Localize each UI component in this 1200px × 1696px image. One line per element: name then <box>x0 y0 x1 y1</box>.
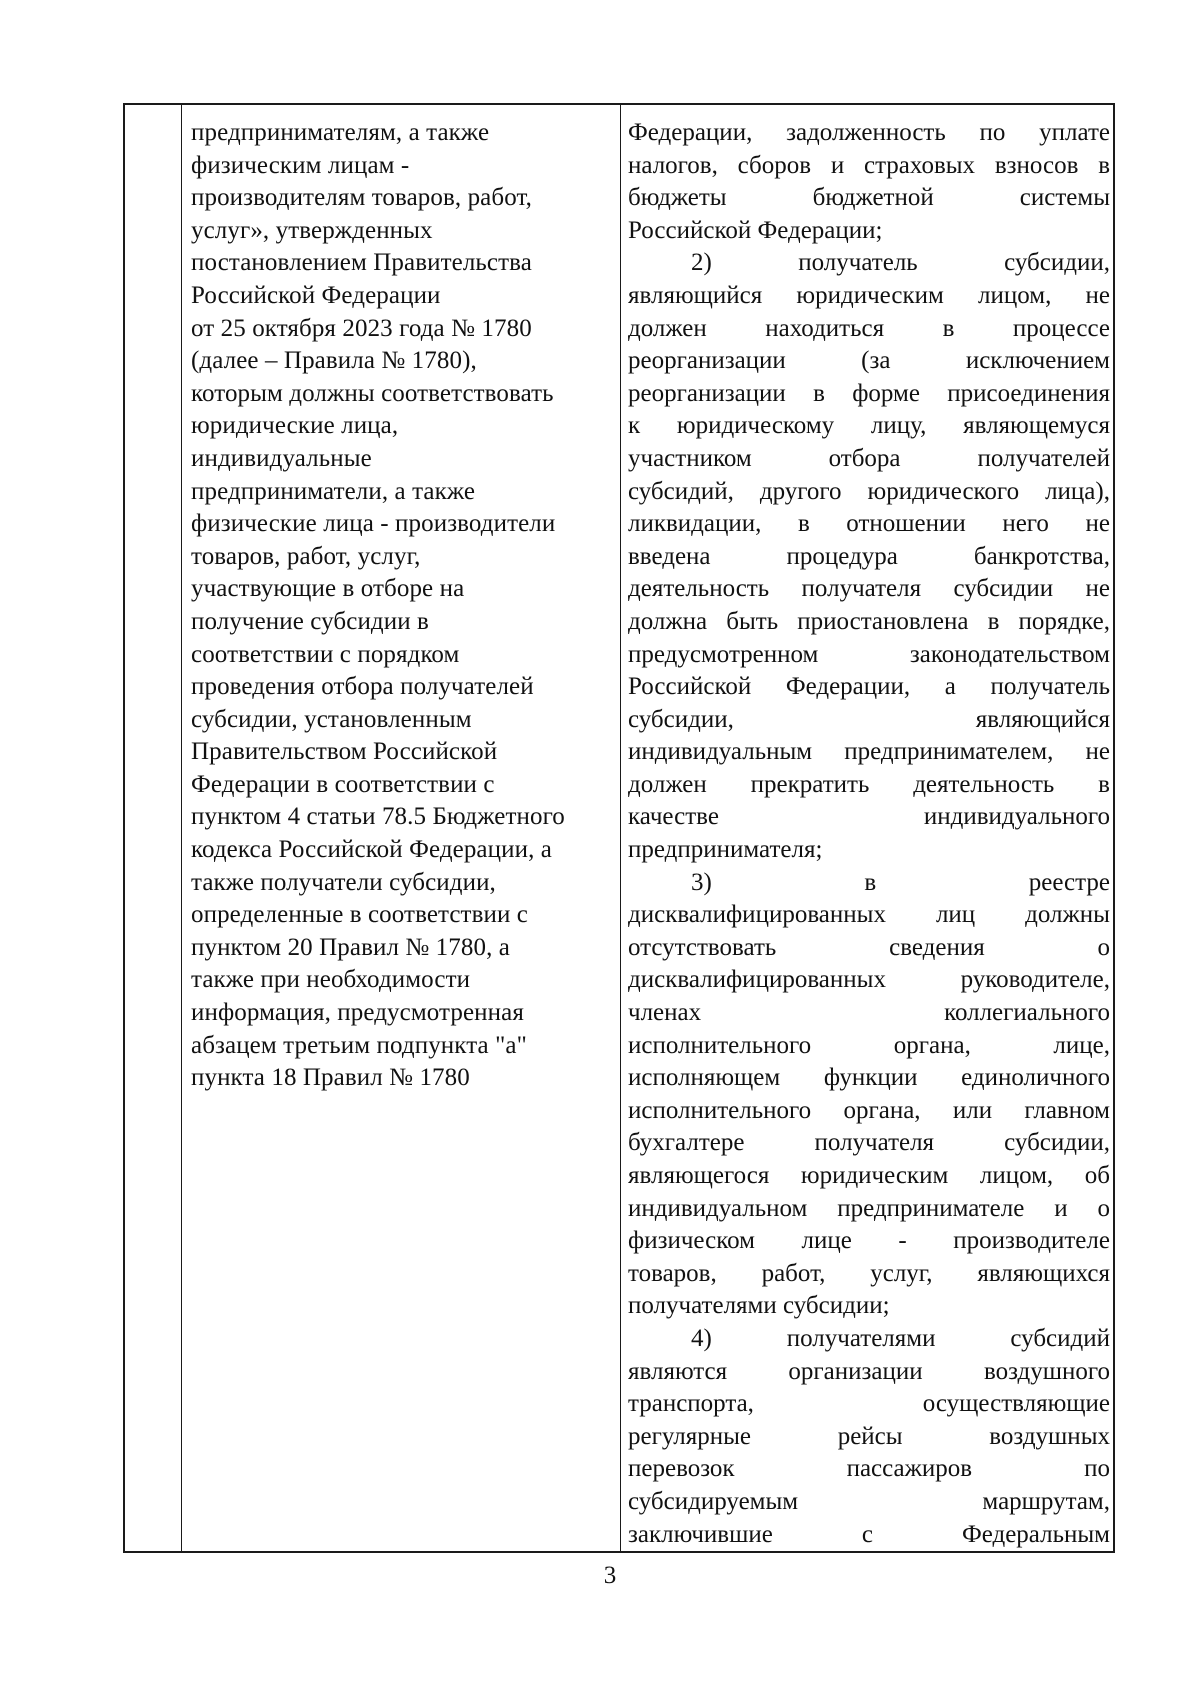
word: процедура <box>786 542 898 570</box>
word: (за <box>861 347 891 375</box>
word: юридическим <box>800 1162 949 1189</box>
word: в <box>797 510 810 538</box>
right-text-line <box>628 508 1110 541</box>
word: органа, <box>843 1096 921 1124</box>
word: услуг, <box>870 1259 933 1287</box>
column-divider <box>181 105 182 1551</box>
word: бюджетной <box>812 184 934 212</box>
right-text-line <box>628 476 1110 509</box>
word: лица), <box>1045 477 1110 505</box>
right-text-line <box>628 997 1110 1030</box>
left-text-line: пунктом 4 статьи 78.5 Бюджетного <box>191 803 565 831</box>
word: получателями субсидии; <box>628 1292 890 1320</box>
word: не <box>1085 510 1110 538</box>
word: в <box>813 379 825 407</box>
left-text-line: Российской Федерации <box>191 281 441 309</box>
right-text-line <box>628 1225 1110 1258</box>
word: субсидий, <box>628 477 734 505</box>
word: лице, <box>1053 1031 1110 1059</box>
right-text-line <box>628 117 1110 150</box>
word: не <box>1085 281 1110 309</box>
word: являются <box>628 1357 728 1385</box>
left-text-line: проведения отбора получателей <box>191 673 534 701</box>
word: введена <box>628 542 711 570</box>
right-text-line <box>628 1421 1110 1454</box>
word: физическом <box>628 1227 755 1255</box>
right-text-line <box>628 215 1110 248</box>
word: в <box>942 314 955 342</box>
word: быть <box>726 607 779 635</box>
word: и <box>830 151 845 179</box>
right-text-line <box>628 1030 1110 1063</box>
right-text-line <box>628 182 1110 215</box>
word: юридического <box>867 477 1020 505</box>
word: с <box>861 1520 873 1548</box>
word: сборов <box>737 151 812 179</box>
word: должен <box>628 770 707 798</box>
word: исполнительного <box>628 1096 812 1124</box>
word: лицом, <box>979 1162 1054 1189</box>
right-text-line <box>628 899 1110 932</box>
word: должен <box>628 314 707 342</box>
word: исполнительного <box>628 1031 812 1059</box>
left-text-line: товаров, работ, услуг, <box>191 542 421 570</box>
word: товаров, <box>628 1259 717 1287</box>
word: субсидии, <box>628 705 734 733</box>
right-text-line <box>628 573 1110 606</box>
word: реорганизации <box>628 379 786 407</box>
word: воздушного <box>983 1357 1110 1385</box>
word: Федерации, <box>628 119 753 146</box>
right-text-line <box>628 1193 1110 1226</box>
left-text-line: (далее – Правила № 1780), <box>191 347 477 375</box>
word: исполняющем <box>628 1064 781 1092</box>
page-number: 3 <box>603 1562 617 1589</box>
word: субсидируемым <box>628 1487 799 1515</box>
right-text-line <box>628 410 1110 443</box>
left-text-line: от 25 октября 2023 года № 1780 <box>191 314 532 342</box>
left-text-line: индивидуальные <box>191 444 372 472</box>
word: присоединения <box>947 379 1110 407</box>
right-text-line <box>628 1160 1110 1193</box>
left-text-line: физическим лицам - <box>191 151 410 179</box>
word: субсидии <box>953 575 1054 603</box>
word: ликвидации, <box>628 510 762 538</box>
word: 4) <box>691 1324 712 1352</box>
right-text-line <box>628 639 1110 672</box>
word: регулярные <box>628 1422 751 1450</box>
word: в <box>987 607 1000 635</box>
word: являющийся <box>975 705 1110 733</box>
right-text-line <box>628 280 1110 313</box>
word: коллегиального <box>944 999 1110 1027</box>
left-text-line: юридические лица, <box>191 412 399 440</box>
word: Федерации, <box>785 673 911 701</box>
right-text-line <box>628 1388 1110 1421</box>
word: форме <box>852 379 920 407</box>
right-text-line <box>628 1323 1110 1356</box>
word: предпринимателя; <box>628 836 823 864</box>
right-text-line <box>628 736 1110 769</box>
word: банкротства, <box>973 542 1110 570</box>
word: единоличного <box>961 1064 1110 1092</box>
word: получателя <box>801 575 922 603</box>
word: должны <box>1025 901 1110 929</box>
word: или <box>952 1096 993 1124</box>
word: о <box>1097 933 1110 961</box>
right-text-line <box>628 834 1110 867</box>
word: сведения <box>889 933 985 961</box>
right-text-line <box>628 378 1110 411</box>
right-text-line <box>628 964 1110 997</box>
word: 2) <box>691 249 712 277</box>
word: предпринимателе <box>837 1194 1025 1222</box>
word: дисквалифицированных <box>628 901 886 929</box>
left-text-line: Федерации в соответствии с <box>191 770 495 798</box>
word: получателя <box>814 1129 935 1157</box>
right-text-line <box>628 606 1110 639</box>
word: являющихся <box>977 1259 1110 1287</box>
word: не <box>1085 738 1110 766</box>
word: получатель <box>990 673 1110 701</box>
word: не <box>1085 575 1110 603</box>
word: реорганизации <box>628 347 786 375</box>
left-text-line: также получатели субсидии, <box>191 868 496 896</box>
right-text-line <box>628 443 1110 476</box>
word: об <box>1084 1162 1110 1189</box>
word: предусмотренном <box>628 640 819 668</box>
word: транспорта, <box>628 1390 754 1418</box>
left-text-line: информация, предусмотренная <box>191 999 524 1027</box>
right-text-line <box>628 541 1110 574</box>
right-text-line <box>628 769 1110 802</box>
word: субсидии, <box>1004 1129 1110 1157</box>
word: а <box>944 673 956 701</box>
word: маршрутам, <box>982 1487 1110 1515</box>
right-text-line <box>628 801 1110 834</box>
word: 3) <box>691 868 712 896</box>
word: индивидуального <box>923 803 1110 831</box>
word: находиться <box>765 314 885 342</box>
word: юридическому <box>676 412 835 440</box>
right-text-line <box>628 704 1110 737</box>
left-text-line: предпринимателям, а также <box>191 119 490 146</box>
right-text-line <box>628 247 1110 280</box>
word: получателями <box>786 1324 936 1352</box>
word: являющемуся <box>963 412 1110 440</box>
word: в <box>1098 770 1110 798</box>
left-text-column <box>191 117 611 1095</box>
left-text-line: постановлением Правительства <box>191 249 532 277</box>
word: индивидуальным <box>628 738 813 766</box>
word: отбора <box>828 444 901 472</box>
word: качестве <box>628 803 719 831</box>
word: задолженность <box>786 119 946 146</box>
word: отношении <box>846 510 966 538</box>
word: Федеральным <box>961 1520 1110 1548</box>
word: работ, <box>761 1259 826 1287</box>
left-text-line: соответствии с порядком <box>191 640 460 668</box>
word: к <box>628 412 641 440</box>
word: страховых <box>863 151 976 179</box>
word: исключением <box>965 347 1110 375</box>
document-table <box>123 103 1115 1553</box>
right-text-line <box>628 1127 1110 1160</box>
left-text-line: абзацем третьим подпункта "а" <box>191 1031 527 1059</box>
word: прекратить <box>750 770 870 798</box>
left-text-line: физические лица - производители <box>191 510 556 538</box>
word: перевозок <box>628 1455 735 1483</box>
word: системы <box>1019 184 1110 212</box>
right-text-line <box>628 1356 1110 1389</box>
word: пассажиров <box>846 1455 973 1483</box>
word: деятельность <box>628 575 770 603</box>
word: в <box>1098 151 1110 179</box>
word: предпринимателем, <box>844 738 1054 766</box>
right-text-line <box>628 1290 1110 1323</box>
right-text-line <box>628 150 1110 183</box>
word: заключившие <box>628 1520 773 1548</box>
word: дисквалифицированных <box>628 966 886 994</box>
left-text-line: получение субсидии в <box>191 607 429 635</box>
word: получатель <box>798 249 918 277</box>
column-divider <box>620 105 621 1551</box>
word: бюджеты <box>628 184 727 212</box>
word: деятельность <box>913 770 1055 798</box>
left-text-line: кодекса Российской Федерации, а <box>191 836 552 864</box>
left-text-line: предприниматели, а также <box>191 477 476 505</box>
word: и <box>1054 1194 1068 1222</box>
left-text-line: производителям товаров, работ, <box>191 184 532 212</box>
right-text-line <box>628 1095 1110 1128</box>
word: рейсы <box>837 1422 903 1450</box>
right-text-line <box>628 671 1110 704</box>
word: в <box>864 868 877 896</box>
right-text-line <box>628 345 1110 378</box>
word: процессе <box>1012 314 1110 342</box>
word: порядке, <box>1018 607 1110 635</box>
word: осуществляющие <box>922 1390 1110 1418</box>
word: индивидуальном <box>628 1194 808 1222</box>
word: налогов, <box>628 151 718 179</box>
word: лице <box>801 1227 852 1255</box>
word: лиц <box>935 901 976 929</box>
word: юридическим <box>796 281 944 309</box>
word: производителе <box>953 1227 1110 1255</box>
word: о <box>1097 1194 1110 1222</box>
word: Российской Федерации; <box>628 216 883 244</box>
word: получателей <box>977 444 1110 472</box>
right-text-line <box>628 1519 1110 1552</box>
word: приостановлена <box>797 607 969 635</box>
right-text-line <box>628 867 1110 900</box>
word: отсутствовать <box>628 933 777 961</box>
word: лицу, <box>870 412 927 440</box>
word: лицом, <box>978 281 1052 309</box>
right-text-line <box>628 1453 1110 1486</box>
right-text-line <box>628 313 1110 346</box>
word: по <box>979 119 1006 146</box>
left-text-line: которым должны соответствовать <box>191 379 554 407</box>
left-text-line: услуг», утвержденных <box>191 216 433 244</box>
word: уплате <box>1039 119 1110 146</box>
word: субсидий <box>1010 1324 1110 1352</box>
word: функции <box>823 1064 918 1092</box>
word: другого <box>759 477 842 505</box>
word: являющийся <box>628 281 763 309</box>
left-text-line: Правительством Российской <box>191 738 498 766</box>
left-text-line: участвующие в отборе на <box>191 575 465 603</box>
word: реестре <box>1028 868 1110 896</box>
word: законодательством <box>909 640 1110 668</box>
word: него <box>1002 510 1049 538</box>
word: воздушных <box>989 1422 1110 1450</box>
left-text-line: пункта 18 Правил № 1780 <box>191 1064 470 1092</box>
left-text-line: также при необходимости <box>191 966 471 994</box>
right-text-column <box>628 117 1110 1551</box>
word: участником <box>628 444 752 472</box>
word: руководителе, <box>960 966 1110 994</box>
word: взносов <box>994 151 1079 179</box>
left-text-line: пунктом 20 Правил № 1780, а <box>191 933 510 961</box>
word: организации <box>788 1357 923 1385</box>
word: должна <box>628 607 708 635</box>
word: Российской <box>628 673 752 701</box>
word: бухгалтере <box>628 1129 745 1157</box>
left-text-line: определенные в соответствии с <box>191 901 528 929</box>
right-text-line <box>628 932 1110 965</box>
left-text-line: субсидии, установленным <box>191 705 472 733</box>
right-text-line <box>628 1258 1110 1291</box>
word: членах <box>628 999 702 1027</box>
word: органа, <box>893 1031 971 1059</box>
word: по <box>1084 1455 1110 1483</box>
right-text-line <box>628 1062 1110 1095</box>
word: - <box>898 1227 907 1255</box>
right-text-line <box>628 1486 1110 1519</box>
word: главном <box>1024 1096 1110 1124</box>
word: субсидии, <box>1004 249 1110 277</box>
word: являющегося <box>628 1162 770 1189</box>
